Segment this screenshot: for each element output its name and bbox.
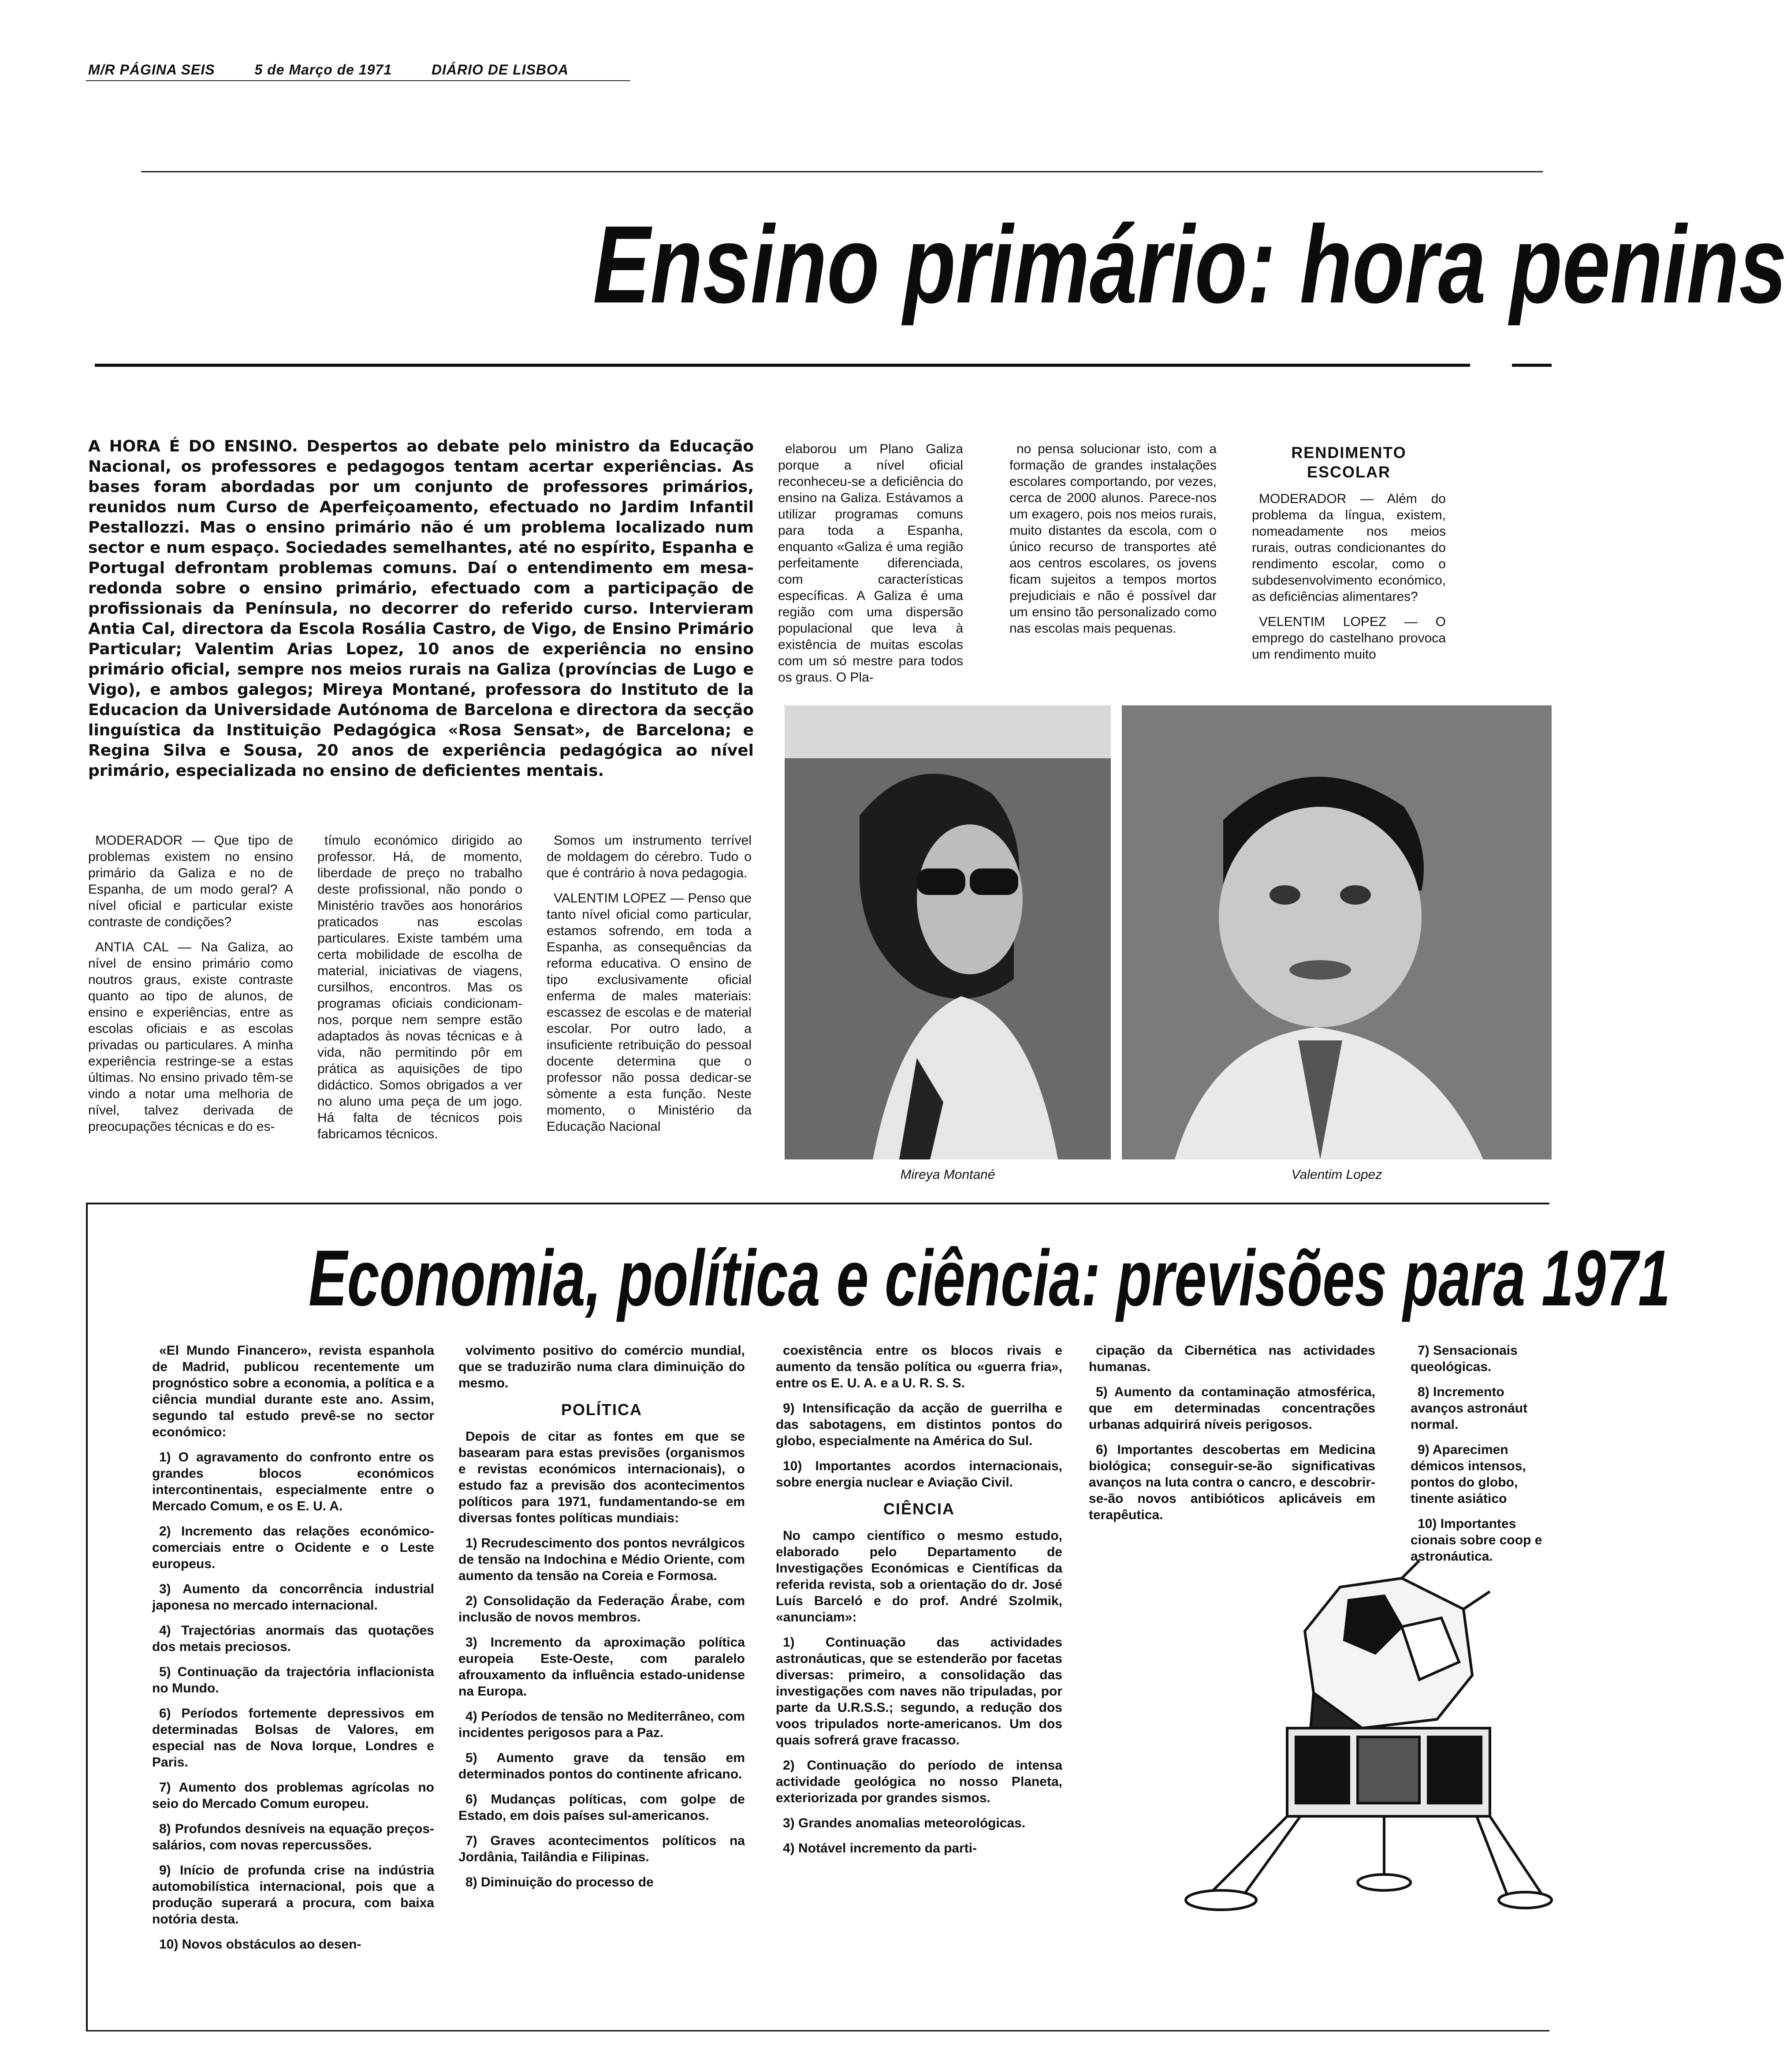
masthead <box>88 62 569 78</box>
article1-intro <box>88 436 754 781</box>
paragraph: VALENTIM LOPEZ — Penso que tanto nível oficial como particular, estamos sofrendo, em toda a Espanha, as consequências da reforma educativa. O ensino de tipo exclusivamente oficial enferma de males materiais: escassez de escolas e de material escolar. Por outro lado, a insuficiente retribuição do pessoal docente determina que o professor não possa dedicar-se sòmente a esta função. Neste momento, o Ministério da Educação Nacional <box>547 891 752 1134</box>
headline-rule-tail <box>1512 364 1552 367</box>
article2-headline: Economia, política e ciência: previsões para 1971 <box>309 1234 1671 1323</box>
paragraph: 2) Incremento das relações económico-comerciais entre o Ocidente e o Leste europeus. <box>152 1524 434 1571</box>
photo-valentim-lopez <box>1122 705 1552 1159</box>
paragraph: 4) Trajectórias anormais das quotações dos metais preciosos. <box>152 1623 434 1654</box>
top-divider <box>141 171 1543 172</box>
paragraph: 2) Consolidação da Federação Árabe, com inclusão de novos membros. <box>458 1594 745 1625</box>
article2-column-1 <box>152 1342 434 1961</box>
paragraph: 9) Início de profunda crise na indústria automobilística internacional, pois que a produção superará a procura, com baixa notória desta. <box>152 1863 434 1927</box>
paragraph: elaborou um Plano Galiza porque a nível oficial reconheceu-se a deficiência do ensino na Galiza. Estávamos a utilizar programas comuns para toda a Espanha, enquanto «Galiza é uma região perfeitamente diferenciada, com características específicas. A Galiza é uma região com uma dispersão populacional que leva à existência de muitas escolas com um só mestre para todos os graus. O Pla- <box>778 442 963 685</box>
article1-column-2 <box>317 832 522 1151</box>
article1-column-5 <box>1009 441 1217 645</box>
paragraph: 3) Grandes anomalias meteorológicas. <box>783 1816 1026 1830</box>
paragraph: ANTIA CAL — Na Galiza, ao nível de ensino primário como noutros graus, existe contraste quanto ao tipo de alunos, de ensino e experiências, entre as escolas oficiais e as escolas privadas ou particulares. A minha experiência restringe-se a estas últimas. No ensino privado têm-se vindo a notar uma melhoria de nível, talvez derivada de preocupações técnicas e do es- <box>88 940 293 1134</box>
photo-mireya-montane <box>785 705 1111 1159</box>
photo2-caption: Valentim Lopez <box>1291 1167 1382 1182</box>
paragraph: 1) Recrudescimento dos pontos nevrálgicos de tensão na Indochina e Médio Oriente, com aumento da tensão na Coreia e Formosa. <box>458 1536 745 1583</box>
masthead-rule <box>86 80 630 81</box>
paragraph: 10) Importantes acordos internacionais, sobre energia nuclear e Aviação Civil. <box>776 1459 1062 1490</box>
paragraph: 8) Diminuição do processo de <box>465 1875 654 1889</box>
portrait-man-image <box>1122 705 1552 1159</box>
headline-rule <box>95 364 1470 367</box>
paragraph: no pensa solucionar isto, com a formação de grandes instalações escolares comportando, por vezes, cerca de 2000 alunos. Parece-nos um exagero, pois nos meios rurais, muito distantes da escola, com o único recurso de transportes até aos centros escolares, os jovens ficam sujeitos a tempos mortos prejudiciais e não é possível dar um ensino tão personalizado como nas escolas mais pequenas. <box>1009 442 1217 636</box>
paragraph: 9) Intensificação da acção de guerrilha e das sabotagens, em distintos pontos do globo, especialmente na América do Sul. <box>776 1401 1062 1448</box>
lunar-module-illustration <box>1155 1561 1552 1940</box>
paragraph: 6) Importantes descobertas em Medicina biológica; conseguir-se-ão significativas avanços na luta contra o cancro, e descobrir-se-ão novos antibióticos aplicáveis em terapêutica. <box>1089 1442 1375 1522</box>
section-subhead: RENDIMENTO ESCOLAR <box>1291 443 1407 481</box>
paragraph: tímulo económico dirigido ao professor. Há, de momento, liberdade de preço no trabalho deste profissional, não pondo o Ministério travões aos honorários praticados nas escolas particulares. Existe também uma certa mobilidade de escolha de material, iniciativas de viagens, cursilhos, encontros. Mas os programas oficiais condicionam-nos, porque nem sempre estão adaptados às novas técnicas e à vida, não permitindo pôr em prática as aquisições de tipo didáctico. Somos obrigados a ver no aluno uma peça de um jogo. Há falta de técnicos pois fabricamos técnicos. <box>317 833 522 1141</box>
paragraph: 3) Aumento da concorrência industrial japonesa no mercado internacional. <box>152 1582 434 1613</box>
paragraph: 4) Períodos de tensão no Mediterrâneo, com incidentes perigosos para a Paz. <box>458 1709 745 1740</box>
article2-box-left <box>86 1203 88 2031</box>
paragraph: volvimento positivo do comércio mundial, que se traduzirão numa clara diminuição do mesmo. <box>458 1343 745 1390</box>
article1-column-4 <box>778 441 963 694</box>
paragraph: MODERADOR — Além do problema da língua, existem, nomeadamente nos meios rurais, outras condicionantes do rendimento escolar, como o subdesenvolvimento económico, as deficiências alimentares? <box>1252 492 1446 604</box>
paragraph: 4) Notável incremento da parti- <box>783 1841 977 1856</box>
paragraph: 5) Aumento da contaminação atmosférica, que em determinadas concentrações urbanas adquirirá níveis perigosos. <box>1089 1385 1375 1432</box>
paragraph: 10) Novos obstáculos ao desen- <box>159 1937 361 1952</box>
paragraph: 9) Aparecimen démicos intensos, pontos do globo, tinente asiático <box>1411 1442 1526 1506</box>
paragraph: 1) O agravamento do confronto entre os grandes blocos económicos intercontinentais, especialmente entre o Mercado Comum, e os E. U. A. <box>152 1450 434 1513</box>
article2-column-5 <box>1411 1342 1552 1573</box>
paragraph: 3) Incremento da aproximação política europeia Este-Oeste, com paralelo afrouxamento da influência estado-unidense na Europa. <box>458 1635 745 1699</box>
paragraph: 7) Graves acontecimentos políticos na Jordânia, Tailândia e Filipinas. <box>458 1833 745 1864</box>
article2-column-4 <box>1089 1342 1375 1532</box>
paragraph: 10) Importantes cionais sobre coop e astronáutica. <box>1411 1517 1542 1564</box>
paragraph: 7) Aumento dos problemas agrícolas no seio do Mercado Comum europeu. <box>152 1780 434 1811</box>
article2-column-3 <box>776 1342 1062 1865</box>
newspaper-name: DIÁRIO DE LISBOA <box>431 62 569 78</box>
paragraph: MODERADOR — Que tipo de problemas existem no ensino primário da Galiza e no de Espanha, de um modo geral? A nível oficial e particular existe contraste de condições? <box>88 833 293 929</box>
intro-body: Despertos ao debate pelo ministro da Educação Nacional, os professores e pedagogos tentam acertar experiências. As bases foram abordadas por um conjunto de professores primários, reunidos num Curso de Aperfeiçoamento, efectuado no Jardim Infantil Pestallozzi. Mas o ensino primário não é um problema localizado num sector e num espaço. Sociedades semelhantes, até no espírito, Espanha e Portugal defrontam problemas comuns. Daí o entendimento em mesa-redonda sobre o ensino primário, efectuado com a participação de profissionais da Península, no decorrer do referido curso. Intervieram Antia Cal, directora da Escola Rosália Castro, de Vigo, de Ensino Primário Particular; Valentim Arias Lopez, 10 anos de experiência no ensino primário oficial, sempre nos meios rurais na Galiza (províncias de Lugo e Vigo), e ambos galegos; Mireya Montané, professora do Instituto de la Educacion da Universidade Autónoma de Barcelona e directora da secção linguística da Instituição Pedagógica «Rosa Sensat», de Barcelona; e Regina Silva e Sousa, 20 anos de experiência pedagógica ao nível primário, especializada no ensino de deficientes mentais. <box>88 437 754 780</box>
portrait-woman-image <box>785 705 1111 1159</box>
paragraph: 5) Aumento grave da tensão em determinados pontos do continente africano. <box>458 1751 745 1781</box>
paragraph: 8) Profundos desníveis na equação preços-salários, com novas repercussões. <box>152 1822 434 1852</box>
paragraph: Somos um instrumento terrível de moldagem do cérebro. Tudo o que é contrário à nova pedagogia. <box>547 833 752 880</box>
paragraph: 6) Períodos fortemente depressivos em determinadas Bolsas de Valores, em especial nas de Nova Iorque, Londres e Paris. <box>152 1706 434 1770</box>
article1-column-3 <box>547 832 752 1144</box>
paragraph: No campo científico o mesmo estudo, elaborado pelo Departamento de Investigações Económicas e Científicas da referida revista, sob a orientação do dr. José Luís Barceló e do prof. André Szolmik, «anunciam»: <box>776 1528 1062 1625</box>
article1-headline: Ensino primário: hora penins <box>593 203 1787 326</box>
paragraph: 7) Sensacionais queológicas. <box>1411 1343 1518 1374</box>
page-section: M/R PÁGINA SEIS <box>88 62 215 78</box>
issue-date: 5 de Março de 1971 <box>254 62 392 78</box>
paragraph: 6) Mudanças políticas, com golpe de Estado, em dois países sul-americanos. <box>458 1792 745 1823</box>
section-subhead-ciencia: CIÊNCIA <box>883 1500 955 1518</box>
article1-column-6 <box>1252 439 1446 671</box>
intro-lead: A HORA É DO ENSINO. <box>88 437 298 455</box>
article2-column-2 <box>458 1342 745 1899</box>
paragraph: 8) Incremento avanços astronáut normal. <box>1411 1385 1528 1432</box>
article2-box <box>86 1203 1549 1204</box>
paragraph: «El Mundo Financero», revista espanhola de Madrid, publicou recentemente um prognóstico sobre a economia, a política e a ciência mundial durante este ano. Assim, segundo tal estudo prevê-se no sector económico: <box>152 1343 434 1439</box>
article2-box-bottom <box>86 2030 1549 2031</box>
paragraph: 1) Continuação das actividades astronáuticas, que se estenderão por facetas diversas: primeiro, a consolidação das investigações com naves não tripuladas, por parte da U.R.S.S.; segundo, a redução dos voos tripulados norte-americanos. Um dos quais sofrerá grave fracasso. <box>776 1635 1062 1748</box>
paragraph: 5) Continuação da trajectória inflacionista no Mundo. <box>152 1665 434 1696</box>
photo1-caption: Mireya Montané <box>900 1167 995 1182</box>
paragraph: coexistência entre os blocos rivais e aumento da tensão política ou «guerra fria», entre os E. U. A. e a U. R. S. S. <box>776 1343 1062 1390</box>
paragraph: 2) Continuação do período de intensa actividade geológica no nosso Planeta, exteriorizada por grandes sismos. <box>776 1758 1062 1805</box>
paragraph: VELENTIM LOPEZ — O emprego do castelhano provoca um rendimento muito <box>1252 615 1446 662</box>
paragraph: Depois de citar as fontes em que se basearam para estas previsões (organismos e revistas económicos internacionais), o estudo faz a previsão dos acontecimentos políticos para 1971, fundamentando-se em diversas fontes políticas mundiais: <box>458 1429 745 1525</box>
article1-column-1 <box>88 832 293 1144</box>
lunar-module-icon <box>1155 1561 1552 1940</box>
section-subhead-politica: POLÍTICA <box>561 1401 642 1419</box>
paragraph: cipação da Cibernética nas actividades humanas. <box>1089 1343 1375 1374</box>
